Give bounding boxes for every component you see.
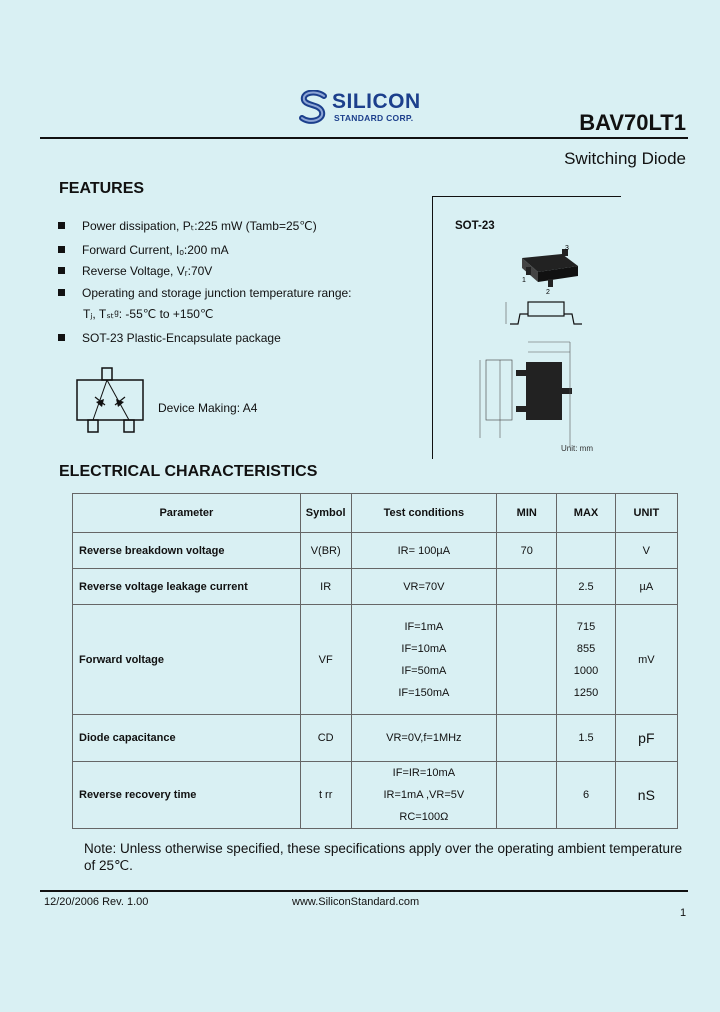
package-unit-label: Unit: mm [561, 444, 593, 453]
col-header-symbol: Symbol [300, 494, 351, 533]
page-number: 1 [680, 907, 687, 919]
symbol-cell: VF [300, 605, 351, 715]
cond-cell: VR=0V,f=1MHz [351, 715, 497, 762]
electrical-characteristics-table [72, 493, 678, 829]
col-header-unit: UNIT [615, 494, 677, 533]
unit-cell: mV [615, 605, 677, 715]
min-cell [497, 605, 557, 715]
feature-text: SOT-23 Plastic-Encapsulate package [82, 331, 281, 345]
min-cell: 70 [497, 533, 557, 569]
package-label: SOT-23 [455, 220, 495, 232]
max-line: 1000 [573, 664, 599, 677]
max-cell: 1.5 [557, 715, 615, 762]
feature-item [58, 219, 317, 233]
cond-line: IR=1mA ,VR=5V [383, 789, 465, 801]
feature-item [58, 264, 212, 278]
diode-schematic-icon [76, 366, 156, 434]
device-making-label: Device Making: A4 [158, 401, 258, 415]
table-row [73, 533, 678, 569]
max-cell [557, 533, 615, 569]
pin-2-label: 2 [546, 289, 550, 296]
feature-continuation: Tⱼ, Tₛₜᵍ: -55℃ to +150℃ [83, 307, 214, 321]
cond-line: IF=1mA [404, 620, 444, 633]
bullet-icon [58, 289, 65, 296]
cond-line: IF=50mA [401, 664, 447, 677]
col-header-parameter: Parameter [73, 494, 301, 533]
min-cell [497, 715, 557, 762]
cond-line: IF=IR=10mA [392, 767, 456, 779]
max-cell: 2.5 [557, 569, 615, 605]
footer-website: www.SiliconStandard.com [292, 896, 420, 908]
logo-name: SILICON [332, 90, 421, 113]
cond-line: IF=150mA [398, 686, 450, 699]
max-cell [557, 605, 615, 715]
feature-item [58, 286, 352, 300]
feature-item [58, 243, 229, 257]
footer-date-revision: 12/20/2006 Rev. 1.00 [44, 896, 149, 908]
feature-text: Forward Current, Iₒ:200 mA [82, 243, 229, 257]
feature-text: Power dissipation, Pₜ:225 mW (Tamb=25℃) [82, 219, 317, 233]
param-cell: Reverse breakdown voltage [73, 533, 301, 569]
max-cell: 6 [557, 762, 615, 829]
cond-line: IF=10mA [401, 642, 447, 655]
min-cell [497, 762, 557, 829]
symbol-cell: IR [300, 569, 351, 605]
col-header-max: MAX [557, 494, 615, 533]
feature-item [58, 331, 281, 345]
cond-cell: VR=70V [351, 569, 497, 605]
bullet-icon [58, 222, 65, 229]
sot23-package-drawing-icon [470, 238, 610, 453]
table-row [73, 569, 678, 605]
max-line: 1250 [573, 686, 599, 699]
cond-cell [351, 605, 497, 715]
bullet-icon [58, 267, 65, 274]
bullet-icon [58, 334, 65, 341]
footer-divider [40, 890, 688, 892]
part-number: BAV70LT1 [579, 110, 686, 135]
unit-cell: V [615, 533, 677, 569]
min-cell [497, 569, 557, 605]
pin-3-label: 3 [565, 245, 569, 252]
symbol-cell: t rr [300, 762, 351, 829]
cond-cell [351, 762, 497, 829]
unit-cell: nS [615, 762, 677, 829]
max-line: 855 [576, 642, 596, 655]
feature-text: Operating and storage junction temperature range: [82, 286, 352, 300]
symbol-cell: CD [300, 715, 351, 762]
col-header-min: MIN [497, 494, 557, 533]
header-divider [40, 137, 688, 139]
note-text: Note: Unless otherwise specified, these specifications apply over the operating ambient temperature of 25℃. [84, 841, 683, 873]
symbol-cell: V(BR) [300, 533, 351, 569]
features-heading: FEATURES [59, 180, 145, 197]
electrical-heading: ELECTRICAL CHARACTERISTICS [59, 463, 318, 480]
pin-1-label: 1 [522, 277, 526, 284]
table-row [73, 605, 678, 715]
table-row [73, 715, 678, 762]
param-cell: Diode capacitance [73, 715, 301, 762]
param-cell: Reverse voltage leakage current [73, 569, 301, 605]
max-line: 715 [576, 620, 596, 633]
cond-cell: IR= 100µA [351, 533, 497, 569]
logo-subname: STANDARD CORP. [334, 113, 414, 123]
feature-text: Reverse Voltage, Vᵣ:70V [82, 264, 213, 278]
unit-cell: µA [615, 569, 677, 605]
bullet-icon [58, 246, 65, 253]
company-logo-icon [298, 90, 328, 124]
table-row [73, 762, 678, 829]
param-cell: Forward voltage [73, 605, 301, 715]
cond-line: RC=100Ω [399, 811, 449, 823]
col-header-test: Test conditions [351, 494, 497, 533]
param-cell: Reverse recovery time [73, 762, 301, 829]
document-subtitle: Switching Diode [564, 149, 686, 168]
table-header-row [73, 494, 678, 533]
unit-cell: pF [615, 715, 677, 762]
